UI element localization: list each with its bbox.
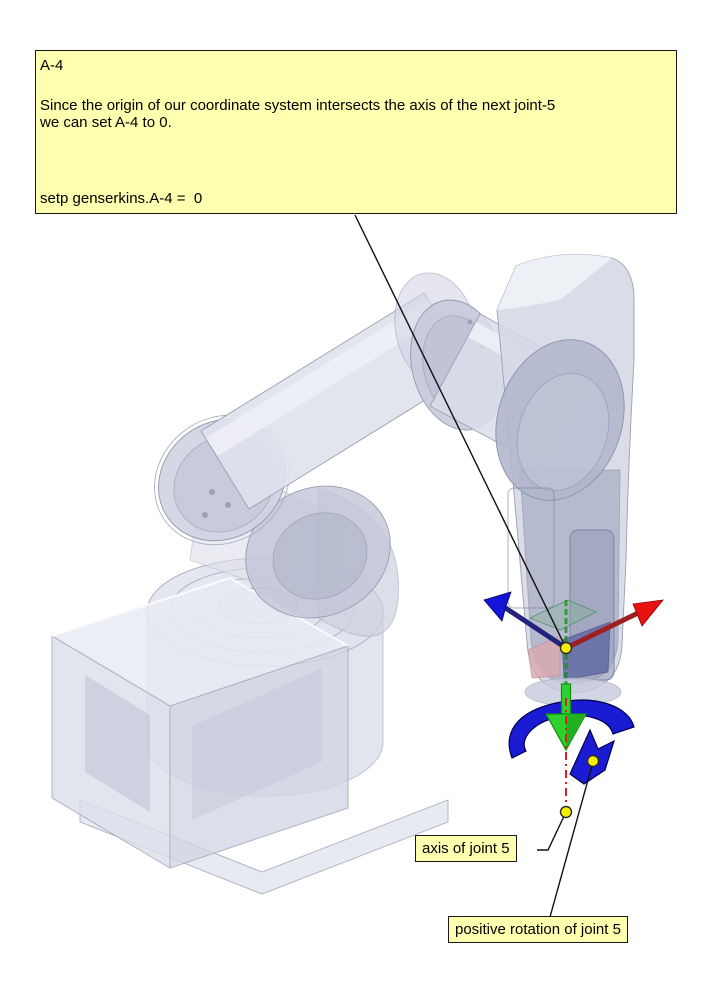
info-box-command: setp genserkins.A-4 = 0 [40, 190, 203, 207]
positive-rotation-label: positive rotation of joint 5 [448, 916, 628, 943]
info-box-body [40, 97, 672, 131]
axis-of-joint5-label: axis of joint 5 [415, 835, 517, 862]
info-box [35, 50, 677, 214]
rotation-arrow [509, 700, 634, 784]
rotation-marker [588, 756, 599, 767]
axis-marker [561, 807, 572, 818]
info-box-body-line1: Since the origin of our coordinate system intersects the axis of the next joint-5 [40, 97, 556, 114]
robot-wrist-tower [476, 254, 645, 706]
origin-marker [561, 643, 572, 654]
info-box-title: A-4 [40, 57, 64, 74]
leader-axis-label [537, 812, 566, 850]
info-box-body-line2: we can set A-4 to 0. [40, 114, 172, 131]
leader-rotation-label [550, 762, 593, 917]
robot-arm-model [52, 254, 644, 894]
